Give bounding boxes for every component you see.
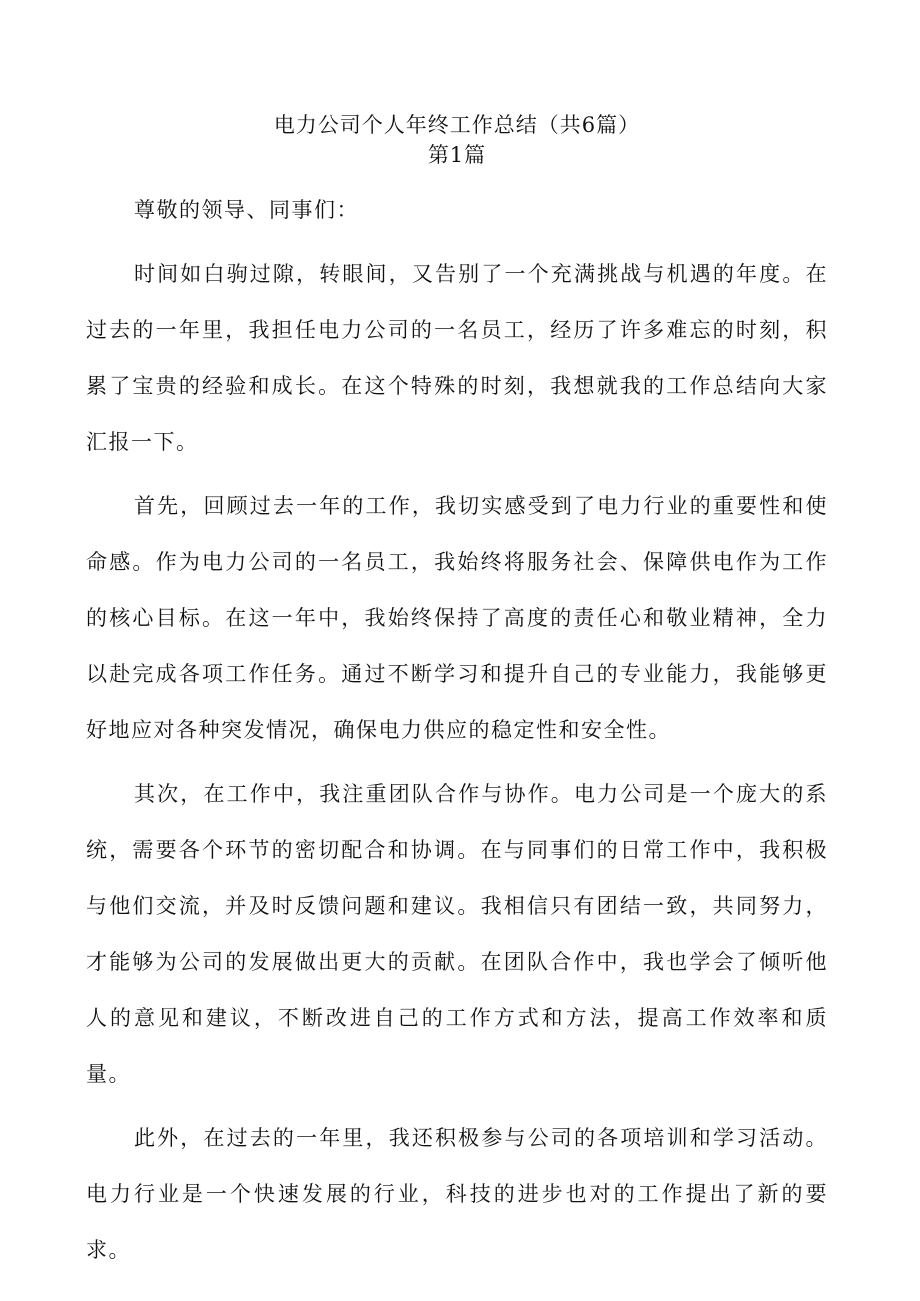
paragraph-3: 其次，在工作中，我注重团队合作与协作。电力公司是一个庞大的系统，需要各个环节的密切配合和协调。在与同事们的日常工作中，我积极与他们交流，并及时反馈问题和建议。我相信只有团结一致，共同努力，才能够为公司的发展做出更大的贡献。在团队合作中，我也学会了倾听他人的意见和建议，不断改进自己的工作方式和方法，提高工作效率和质量。 bbox=[86, 782, 828, 1086]
document-page bbox=[86, 110, 828, 1278]
spacer bbox=[86, 1102, 828, 1110]
paragraph-4: 此外，在过去的一年里，我还积极参与公司的各项培训和学习活动。电力行业是一个快速发展的行业，科技的进步也对的工作提出了新的要求。 bbox=[86, 1126, 828, 1262]
spacer bbox=[86, 470, 828, 478]
document-subtitle: 第1篇 bbox=[427, 143, 487, 167]
spacer bbox=[86, 238, 828, 246]
paragraph-1: 时间如白驹过隙，转眼间，又告别了一个充满挑战与机遇的年度。在过去的一年里，我担任电力公司的一名员工，经历了许多难忘的时刻，积累了宝贵的经验和成长。在这个特殊的时刻，我想就我的工作总结向大家汇报一下。 bbox=[86, 262, 828, 454]
paragraph-2: 首先，回顾过去一年的工作，我切实感受到了电力行业的重要性和使命感。作为电力公司的一名员工，我始终将服务社会、保障供电作为工作的核心目标。在这一年中，我始终保持了高度的责任心和敬业精神，全力以赴完成各项工作任务。通过不断学习和提升自己的专业能力，我能够更好地应对各种突发情况，确保电力供应的稳定性和安全性。 bbox=[86, 494, 828, 742]
spacer bbox=[86, 758, 828, 766]
salutation: 尊敬的领导、同事们： bbox=[134, 198, 359, 222]
document-title: 电力公司个人年终工作总结（共6篇） bbox=[273, 113, 641, 137]
